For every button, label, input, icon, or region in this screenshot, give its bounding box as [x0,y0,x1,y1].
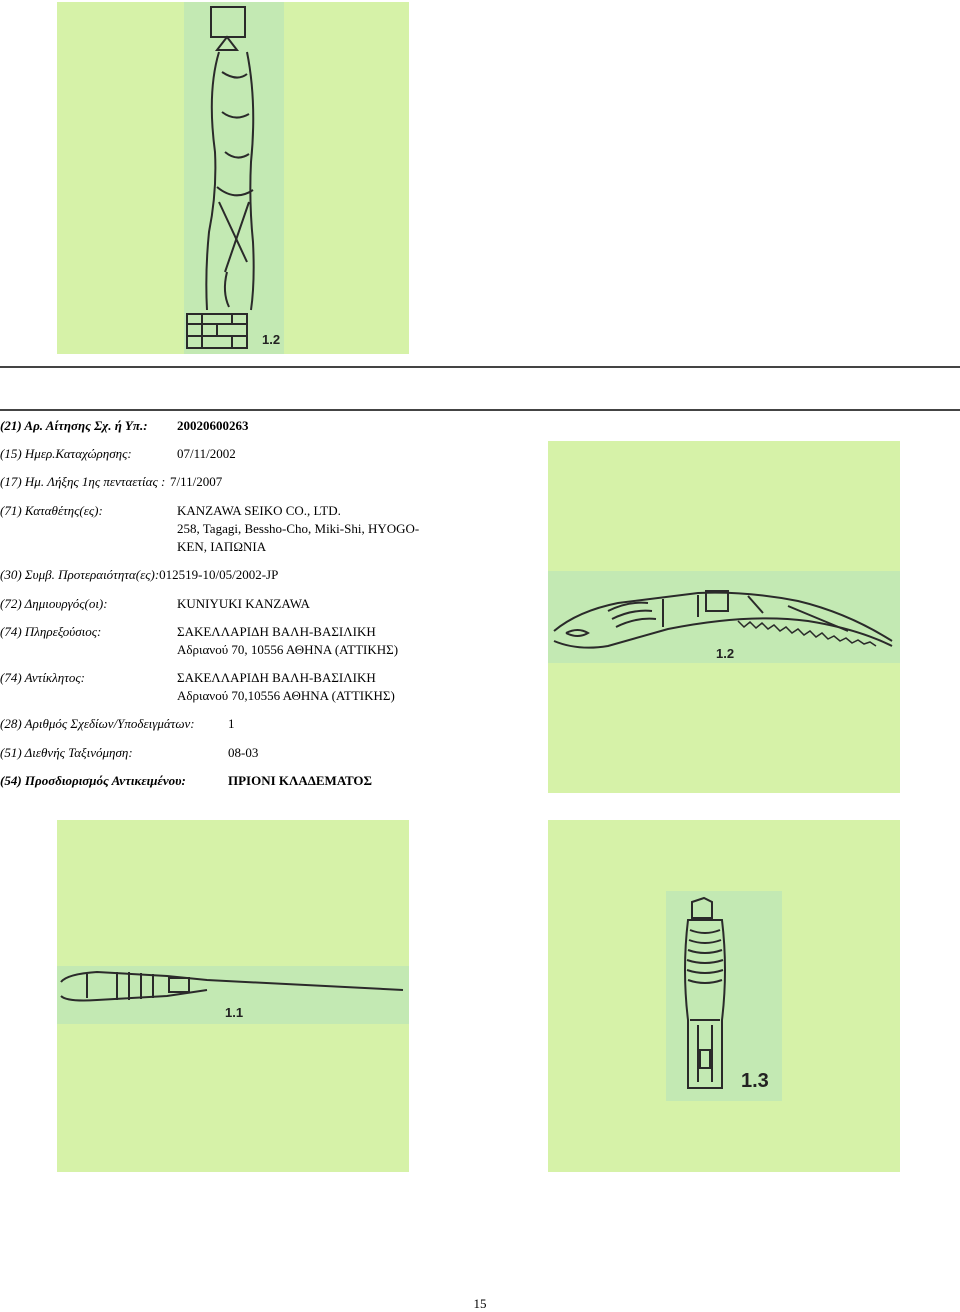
product-value: ΠΡΙΟΝΙ ΚΛΑΔΕΜΑΤΟΣ [228,773,373,788]
representative-label: (74) Αντίκλητος: [0,670,86,685]
saw-handle-front-drawing [548,820,900,1172]
pruning-saw-top-drawing [57,820,409,1172]
drawings-count-label: (28) Αριθμός Σχεδίων/Υποδειγμάτων: [0,716,195,731]
applicant-address-line1: 258, Tagagi, Bessho-Cho, Miki-Shi, HYOGO- [177,521,420,536]
figure-label: 1.3 [741,1070,769,1092]
classification-value: 08-03 [228,745,259,760]
creator-row [0,596,310,612]
figure-label: 1.2 [716,646,735,661]
priority-label: (30) Συμβ. Προτεραιότητα(ες): [0,567,160,582]
figure-panel-right [548,441,900,793]
representative-name: ΣΑΚΕΛΛΑΡΙΔΗ ΒΑΛΗ-ΒΑΣΙΛΙΚΗ [177,670,376,685]
attorney-name: ΣΑΚΕΛΛΑΡΙΔΗ ΒΑΛΗ-ΒΑΣΙΛΙΚΗ [177,624,376,639]
attorney-row [0,624,399,657]
separator-line-bottom [0,409,960,411]
attorney-address: Αδριανού 70, 10556 ΑΘΗΝΑ (ΑΤΤΙΚΗΣ) [177,642,399,657]
figure-panel-bottom-right [548,820,900,1172]
expiry-date-label: (17) Ημ. Λήξης 1ης πενταετίας : [0,474,166,489]
page-number: 15 [473,1296,487,1311]
applicant-label: (71) Καταθέτης(ες): [0,503,103,518]
attorney-label: (74) Πληρεξούσιος: [0,624,102,639]
pruning-saw-side-drawing [548,441,900,793]
drawings-count-value: 1 [228,716,235,731]
filing-date-value: 07/11/2002 [177,446,236,461]
creator-value: KUNIYUKI KANZAWA [177,596,310,611]
expiry-date-value: 7/11/2007 [170,474,223,489]
applicant-address-line2: KEN, ΙΑΠΩΝΙΑ [177,539,267,554]
creator-label: (72) Δημιουργός(οι): [0,596,108,611]
separator-line-top [0,366,960,368]
figure-label: 1.1 [225,1005,244,1020]
expiry-date-row [0,474,223,490]
priority-row [0,567,278,583]
application-number-value: 20020600263 [177,418,249,433]
filing-date-row [0,446,236,462]
saw-handle-vertical-drawing [57,2,409,354]
applicant-row [0,503,420,554]
figure-panel-bottom-left [57,820,409,1172]
figure-panel-top-left [57,2,409,354]
product-label: (54) Προσδιορισμός Αντικειμένου: [0,773,186,788]
figure-label: 1.2 [262,332,281,347]
product-row [0,773,373,789]
applicant-name: KANZAWA SEIKO CO., LTD. [177,503,341,518]
representative-row [0,670,395,703]
classification-row [0,745,259,761]
drawings-count-row [0,716,235,732]
priority-value: 012519-10/05/2002-JP [159,567,279,582]
representative-address: Αδριανού 70,10556 ΑΘΗΝΑ (ΑΤΤΙΚΗΣ) [177,688,395,703]
classification-label: (51) Διεθνής Ταξινόμηση: [0,745,133,760]
application-number-row [0,418,249,434]
filing-date-label: (15) Ημερ.Καταχώρησης: [0,446,132,461]
application-number-label: (21) Αρ. Αίτησης Σχ. ή Υπ.: [0,418,148,433]
